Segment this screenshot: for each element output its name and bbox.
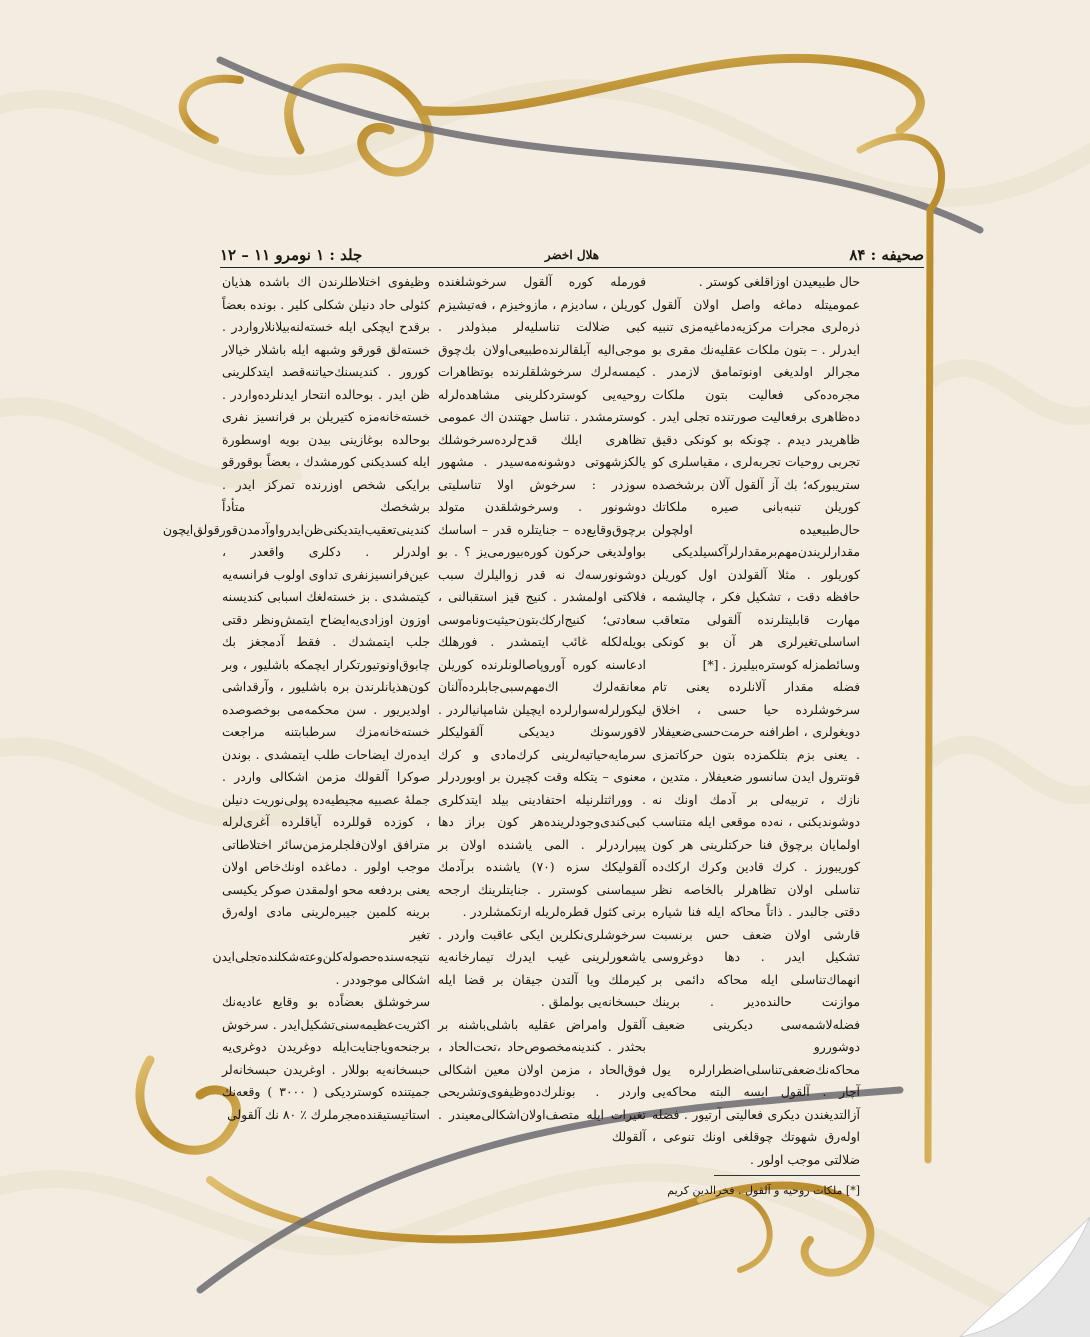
page-number: صحیفه : ۸۴ (849, 246, 924, 264)
paragraph: عمومیتله دماغه واصل اولان آلقول ذره‌لری مجرات مرکزیه‌دماغیه‌مزی تنبیه ایدرلر . – بتون ملکات عقلیه‌نك مقری بو مجرالر اولدیغی اونوتمامق لازمدر . مجره‌ده‌کی فعالیت بتون ملکات ده‌ظاهری برفعالیت صورتنده تجلی ایدر . ظاهریدر دیدم . چونکه بو کونکی دقیق تجربی روحیات تجربه‌لری ، مقیاسلری کو ستریبورکه؛ بك آز آلقول آلان برشخصده کوریلن تنبه‌بانی صیره ملکاتك حال‌طبیعیده اولچولن مقدارلریندن‌مهم‌برمقدارلرآکسیلدیکی کوریلور . مثلا آلقولدن اول کوریلن حافظه دقت ، تشکیل فکر ، چالیشمه ، مهارت قابلیتلرنده آلقولی متعاقب اساسلی‌تغیرلری هر آن بو کونکی وسائطمزله کوستره‌بیلیرز . [*] (652, 296, 860, 672)
header-rule (220, 267, 924, 268)
paragraph: حال طبیعیدن اوزاقلغی کوستر . (698, 274, 860, 289)
paragraph: سرخوشلق بعضاً‌ده بو وقایع عادیه‌نك اکثریت‌عظیمه‌سنی‌تشکیل‌ایدر . سرخوش برجنحه‌ویاجنایت‌ایله دوغریدن دوغری‌یه حبسخانه‌یه بوللار . اوغریدن حبسخانه‌لر جمیتنده کوستردیکی ( ۳۰۰۰ ) وقعه‌نك استاتیستیقنده‌مجرملرك ٪ ۸۰ نك آلقولی (222, 994, 430, 1122)
issue-number: جلد : ۱ نومرو ۱۱ – ۱۲ (220, 246, 363, 264)
paragraph: وظیفوی اختلاطلرندن اك باشده هذیان کئولی حاد دنیلن شکلی کلیر . بونده بعضاً برقدح ایچکی ایله خسته‌لنه‌بیلانلار‌واردر . خسته‌لق قورقو وشبهه ایله باشلار خیالار کورور . کندیسنك‌حیاتنه‌قصد ایتدکلرینی ظن ایدر . بوحالده انتحار ایدنلرده‌واردر . خسته‌خانه‌مزه کتیریلن بر فرانسیز نفری بوحالده بوغازینی بیدن بویه اوسطورة ایله کسدیکنی کورمشدك ، بعضاً بوقورقو برایکی شخص اوزرنده تمرکز ایدر . برشخصك متأداً کندینی‌تعقیب‌ایتدیکنی‌ظن‌ایدر‌واو‌آدمدن‌قورقولق‌ایچون اولدرلر . دکلری واقعدر ، عین‌فرانسیزنفری تداوی اولوب فرانسه‌یه کیتمشدی . بز خسته‌لغك اسبابی کندیسنه اوزون اوزادی‌یه‌ایضاح ایتمش‌ونظر دقتی جلب ایتمشدك . فقط آدمجغز بك چابوق‌او‌نوتیور‌تکرار ایچمکه باشلیور ، وبر کون‌هذیانلرندن بره باشلیور ، وآرقداشی اولدیریور . سن محکمه‌می بوخصوصده خسته‌خانه‌مزك سرطبابتنه مراجعت ایده‌رك ایضاحات طلب ایتمشدی . بوندن صوکرا آلقولك مزمن اشکالی واردر . جمله‌ٔ عصبیه‌ مجیطیه‌ده پولی‌نوریت دنیلن ، کوزده قوللرده‌ آیاقلرده‌ آغری‌لرله مترافق اولان‌فلجلرمزمن‌سائر اختلاطاتی موجب اولور . دماغده اونك‌خاص اولان یعنی بردفعه محو اولمقدن صوکر یکیسی برینه کلمین جیبره‌لرینی مادی اوله‌رق تغیر نتیجه‌سنده‌حصوله‌کلن‌وعته‌شکلنده‌تجلی‌ایدن اشکالی موجوددر . (162, 274, 430, 987)
paragraph: آلقول وامراض عقلیه باشلی‌باشنه بر بحثدر . کندینه‌مخصوص‌حاد ،تحت‌الحاد ، فوق‌الحاد ، مزمن اولان معین اشکالی واردر . بونلرك‌ده‌وظیفوی‌وتشریحی تغیرات ایله متصف‌اولان‌اشکالی‌معیندر . آلقولك (438, 1016, 646, 1144)
page-header (220, 246, 924, 266)
text-column-right (652, 271, 860, 1203)
journal-title: هلال اخضر (544, 248, 600, 262)
footnote-rule (714, 1175, 860, 1176)
text-column-middle (438, 271, 646, 1149)
footnote: [*] ملکات روحیه‌ و آلقول . فخرالدین کریم (667, 1184, 860, 1197)
paragraph: فضله مقدار آلانلرده یعنی تام سرخوشلرده حیا حسی ، اخلاق دویغولری ، اطرافنه حرمت‌حسی‌ضعیفلار . یعنی بزم بتلکمزده بتون حرکاتمزی قونترول ایدن سانسور ضعیفلار . متدین ، نازك ، تربیه‌لی بر آدمك اونك نه دوشوندیکنی ، نه‌ده موقعی ایله متناسب اولمایان برچوق فنا حرکتلرینی هر کون کوریبورز . کرك قادین وکرك ارکك‌ده تناسلی اولان تظاهرلر بالخاصه نظر دقتی جالبدر . ذاتاً محاکه ایله فنا شیاره قارشی اولان ضعف حس برنسبت تشکیل ایدر . دها دوغروسی انهماك‌تناسلی ایله محاکه دائمی بر موازنت حالنده‌دیر . برینك فضله‌لاشمه‌سی دیکرینی ضعیف دوشوررو محاکه‌نك‌ضعفی‌تناسلی‌اضطرارلره یول آچار . آلقول ایسه البته محاکه‌یی آزالتدیغندن دیکری فعالیتی آرتیور . فضله اوله‌رق شهوتك چوقلغی اونك تنوعی ، ضلالتی موجب اولور . (652, 679, 860, 1167)
paragraph: سرخوشلری‌نکلرین ایکی عاقبت واردر . یاشعورلرینی غیب ایدرك تیمارخانه‌یه کیرملك ویا آلتدن جیقان بر قضا ایله حبسخانه‌یی بولملق . (438, 926, 646, 1009)
text-column-left (162, 271, 430, 1126)
page-curl-icon (940, 1187, 1090, 1337)
paragraph: فورمله کوره آلقول سرخوشلغنده کوریلن ، ساد‌یزم ، مازوخیزم ، فه‌تیشیزم کبی ضلالت تناسلیه‌لر مبذولدر . موجی‌الیه آیلقالرنده‌طبیعی‌اولان بك‌چوق کیمسه‌لرك سرخوشلقلرنده بوتظاهرات روحیه‌یی کوستردکلرینی مشاهده‌لرله کوسترمشدر . تناسل جهتندن‌ اك عمومی تظاهری ایلك قدح‌لرده‌سرخوشلك یالکزشهوتی دوشونه‌مه‌سیدر . مشهور سوزدر : سرخوش اولا تناسلیتی دوشونور . وسرخوشلقدن متولد برچوق‌وقایع‌ده – جنایتلره قدر – اساسك بواولدیغی حرکون کوره‌بیورمی‌یز ؟ . بو دوشونورسه‌ك نه قدر زوالیلرك سبب فلاکتی اولمشدر . کنیج قیز استقبالنی ، سعادتی؛ کنیج‌ارکك‌بتون‌حیثیت‌وناموسی بویله‌لکله غائب ایتمشدر . فورهلك ادعاسنه کوره آوروپاصالونلرنده کوریلن معانقه‌لرك اك‌مهم‌سبی‌جابلرده‌آلنان لیکورلرله‌سوارلرده ایچیلن شامپانیالردر . لاقورسونك دیدیکی آلقولیکلر سرمایه‌حیاتیه‌لرینی‌ کرك‌مادی و کرك معنوی – یتکله وقت کچیرن بر اوبوردرلر . ووراثتلرنیله احتفادینی بیلد ایتدکلری کبی‌کندی‌وجودلرینده‌هر کون براز دها پیپراردرلر . المی یاشنده اولان بر آلقولیکك سزه (۷۰) یاشنده برآدمك سیماسنی کوسترر . جنایتلرینك ارجحه برنی کثول قطره‌لریله ارتکمشلردر . (438, 274, 646, 919)
